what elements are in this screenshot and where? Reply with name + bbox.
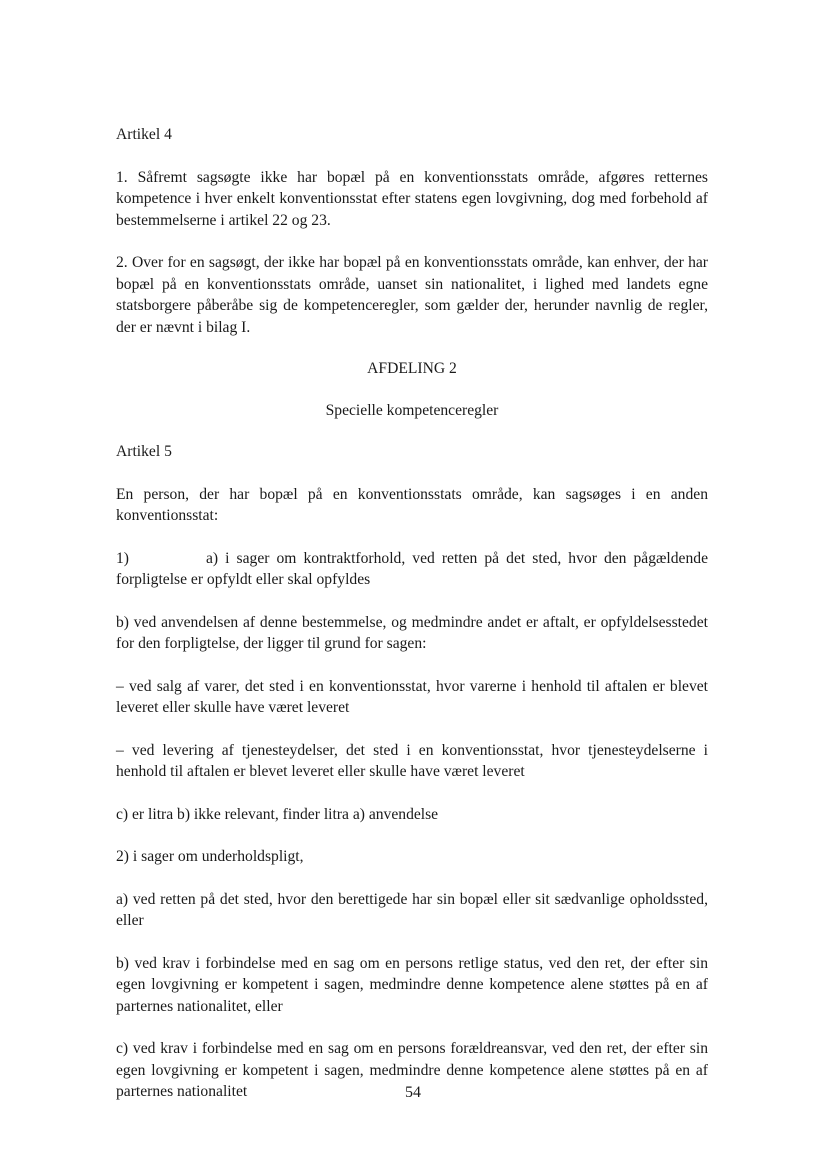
item-1-text: a) i sager om kontraktforhold, ved retten på det sted, hvor den pågældende forpligtelse er opfyldt eller skal opfyldes bbox=[116, 549, 708, 588]
article-5-item-2-c: c) ved krav i forbindelse med en sag om en persons forældreansvar, ved den ret, der efter sin egen lovgivning er kompetent i sagen, medmindre denne kompetence alene støttes på en af parternes nationalitet bbox=[116, 1040, 708, 1100]
article-5-item-1 bbox=[116, 548, 708, 591]
article-5-item-1-dash-1: – ved salg af varer, det sted i en konventionsstat, hvor varerne i henhold til aftalen er blevet leveret eller skulle have været leveret bbox=[116, 677, 708, 716]
page-number: 54 bbox=[405, 1084, 421, 1101]
article-5-item-2-a: a) ved retten på det sted, hvor den berettigede har sin bopæl eller sit sædvanlige opholdssted, eller bbox=[116, 890, 708, 929]
item-1-number: 1) bbox=[116, 549, 129, 567]
article-5-item-1-b: b) ved anvendelsen af denne bestemmelse, og medmindre andet er aftalt, er opfyldelsesstedet for den forpligtelse, der ligger til grund for sagen: bbox=[116, 613, 708, 652]
article-4-heading: Artikel 4 bbox=[116, 126, 172, 143]
document-body bbox=[116, 124, 708, 1103]
article-5-item-1-c: c) er litra b) ikke relevant, finder litra a) anvendelse bbox=[116, 805, 439, 823]
article-4-paragraph-2: 2. Over for en sagsøgt, der ikke har bopæl på en konventionsstats område, kan enhver, der har bopæl på en konventionsstats område, uanset sin nationalitet, i lighed med landets egne statsborgere påberåbe sig de kompetenceregler, som gælder der, herunder navnlig de regler, der er nævnt i bilag I. bbox=[116, 254, 708, 336]
article-5-intro: En person, der har bopæl på en konventionsstats område, kan sagsøges i en anden konventionsstat: bbox=[116, 485, 708, 524]
section-heading: AFDELING 2 bbox=[367, 360, 457, 377]
article-5-item-1-dash-2: – ved levering af tjenesteydelser, det sted i en konventionsstat, hvor tjenesteydelserne i henhold til aftalen er blevet leveret eller skulle have været leveret bbox=[116, 741, 708, 780]
article-5-item-2-b: b) ved krav i forbindelse med en sag om en persons retlige status, ved den ret, der efter sin egen lovgivning er kompetent i sagen, medmindre denne kompetence alene støttes på en af parternes nationalitet, eller bbox=[116, 954, 708, 1015]
section-subheading: Specielle kompetenceregler bbox=[325, 401, 499, 419]
article-4-paragraph-1: 1. Såfremt sagsøgte ikke har bopæl på en konventionsstats område, afgøres retternes kompetence i hver enkelt konventionsstat efter statens egen lovgivning, dog med forbehold af bestemmelserne i artikel 22 og 23. bbox=[116, 168, 708, 229]
article-5-heading: Artikel 5 bbox=[116, 443, 172, 460]
article-5-item-2-heading: 2) i sager om underholdspligt, bbox=[116, 848, 304, 865]
